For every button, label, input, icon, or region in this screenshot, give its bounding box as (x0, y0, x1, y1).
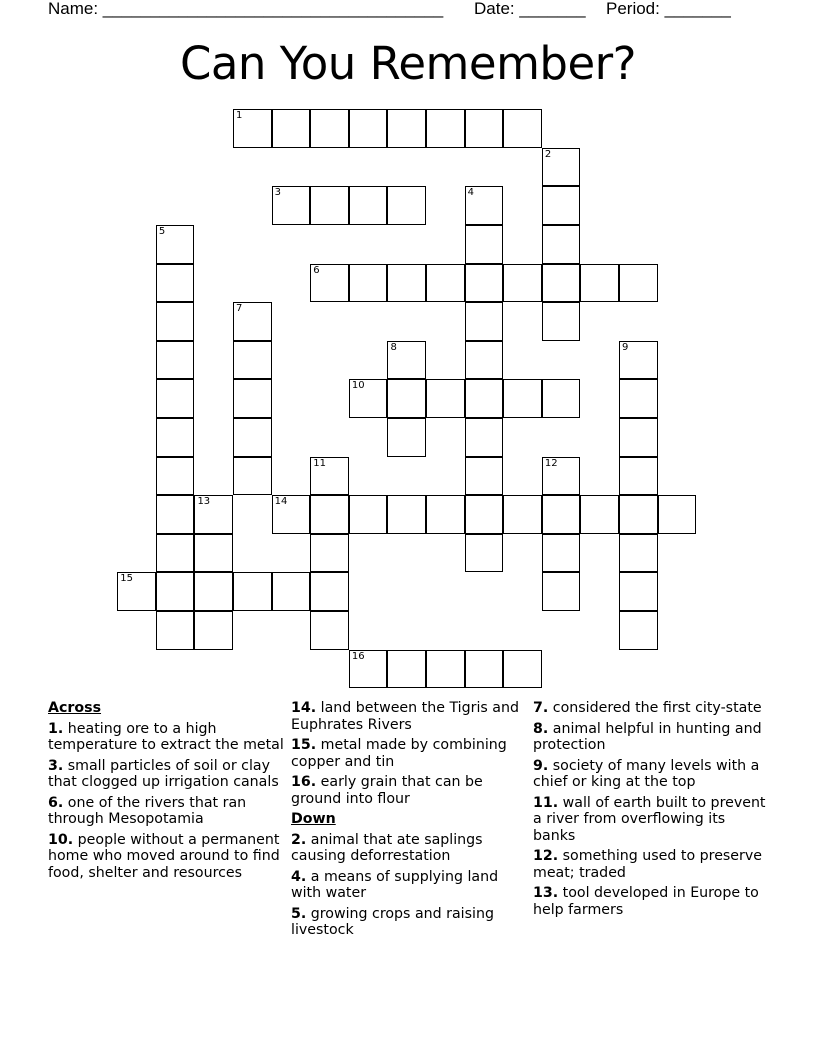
clue-list (48, 721, 284, 882)
clue-number: 4 (467, 187, 475, 199)
date-field[interactable]: Date: _______ (474, 0, 586, 18)
crossword-cell[interactable] (194, 534, 233, 573)
crossword-cell[interactable] (426, 650, 465, 689)
crossword-cell[interactable] (542, 264, 581, 303)
crossword-cell[interactable] (156, 379, 195, 418)
crossword-cell[interactable] (387, 264, 426, 303)
crossword-cell[interactable] (349, 109, 388, 148)
crossword-cell[interactable] (619, 495, 658, 534)
clue-number: 10. (48, 831, 74, 848)
crossword-cell[interactable] (465, 418, 504, 457)
crossword-cell[interactable] (233, 418, 272, 457)
crossword-cell[interactable] (465, 225, 504, 264)
across-heading: Across (48, 700, 102, 716)
clue-item (533, 848, 769, 881)
clue-text: animal that ate saplings causing deforrestation (291, 831, 483, 864)
clue-number: 2 (544, 148, 552, 160)
clue-number: 14 (274, 496, 288, 508)
crossword-cell[interactable] (387, 341, 426, 380)
clue-text: land between the Tigris and Euphrates Rivers (291, 700, 519, 733)
crossword-cell[interactable] (310, 264, 349, 303)
crossword-cell[interactable] (349, 495, 388, 534)
crossword-cell[interactable] (619, 379, 658, 418)
crossword-cell[interactable] (156, 341, 195, 380)
crossword-cell[interactable] (503, 379, 542, 418)
crossword-cell[interactable] (542, 534, 581, 573)
clue-item (48, 832, 284, 882)
clue-text: people without a permanent home who moved around to find food, shelter and resources (48, 831, 280, 881)
clue-number: 7 (236, 303, 243, 315)
crossword-cell[interactable] (465, 495, 504, 534)
crossword-cell[interactable] (310, 534, 349, 573)
down-heading: Down (291, 811, 336, 827)
crossword-cell[interactable] (465, 302, 504, 341)
clue-number: 8. (533, 720, 549, 737)
crossword-cell[interactable] (194, 572, 233, 611)
clue-item (48, 758, 284, 791)
crossword-cell[interactable] (272, 186, 311, 225)
crossword-cell[interactable] (272, 572, 311, 611)
crossword-cell[interactable] (542, 572, 581, 611)
crossword-cell[interactable] (310, 186, 349, 225)
clue-number: 1. (48, 720, 64, 737)
crossword-cell[interactable] (310, 572, 349, 611)
crossword-cell[interactable] (619, 534, 658, 573)
crossword-cell[interactable] (387, 418, 426, 457)
crossword-cell[interactable] (426, 264, 465, 303)
clue-number: 16. (291, 774, 317, 790)
clue-item (291, 737, 527, 770)
crossword-cell[interactable] (156, 302, 195, 341)
crossword-cell[interactable] (156, 418, 195, 457)
crossword-cell[interactable] (465, 341, 504, 380)
clue-number: 11. (533, 794, 559, 811)
clue-item (533, 758, 769, 791)
crossword-cell[interactable] (156, 572, 195, 611)
crossword-cell[interactable] (619, 264, 658, 303)
crossword-cell[interactable] (156, 534, 195, 573)
crossword-cell[interactable] (619, 457, 658, 496)
crossword-cell[interactable] (233, 572, 272, 611)
crossword-cell[interactable] (156, 495, 195, 534)
clue-number: 13. (533, 885, 559, 901)
clue-item (291, 700, 527, 733)
clue-number: 16 (351, 650, 365, 662)
clue-number: 6 (313, 264, 320, 276)
clue-number: 9 (622, 341, 629, 353)
crossword-cell[interactable] (349, 650, 388, 689)
crossword-cell[interactable] (272, 109, 311, 148)
clue-item (291, 774, 527, 807)
page-title: Can You Remember? (179, 37, 637, 90)
crossword-cell[interactable] (156, 457, 195, 496)
clue-text: animal helpful in hunting and protection (533, 720, 762, 753)
crossword-cell[interactable] (542, 186, 581, 225)
clue-number: 11 (313, 457, 326, 469)
clue-item (291, 832, 527, 865)
crossword-cell[interactable] (580, 495, 619, 534)
crossword-cell[interactable] (619, 572, 658, 611)
clue-number: 14. (291, 700, 317, 716)
clues-column-2 (291, 700, 527, 943)
crossword-cell[interactable] (233, 109, 272, 148)
crossword-cell[interactable] (465, 457, 504, 496)
clue-text: a means of supplying land with water (291, 868, 499, 901)
clue-text: considered the first city-state (552, 700, 762, 716)
clue-text: wall of earth built to prevent a river from overflowing its banks (533, 794, 766, 844)
crossword-cell[interactable] (194, 611, 233, 650)
crossword-cell[interactable] (465, 186, 504, 225)
crossword-cell[interactable] (542, 379, 581, 418)
crossword-cell[interactable] (426, 495, 465, 534)
clue-number: 2. (291, 831, 307, 848)
crossword-cell[interactable] (387, 186, 426, 225)
crossword-cell[interactable] (233, 457, 272, 496)
clue-text: metal made by combining copper and tin (291, 737, 507, 770)
clue-number: 7. (533, 700, 549, 716)
crossword-cell[interactable] (503, 495, 542, 534)
crossword-cell[interactable] (503, 109, 542, 148)
clue-number: 13 (197, 496, 211, 508)
name-field[interactable]: Name: ____________________________________ (48, 0, 444, 18)
crossword-cell[interactable] (233, 379, 272, 418)
crossword-cell[interactable] (619, 418, 658, 457)
clue-text: early grain that can be ground into flour (291, 774, 483, 807)
clue-number: 12. (533, 848, 559, 864)
crossword-cell[interactable] (465, 379, 504, 418)
crossword-cell[interactable] (619, 611, 658, 650)
crossword-cell[interactable] (503, 650, 542, 689)
clue-text: something used to preserve meat; traded (533, 848, 762, 881)
clue-item (291, 906, 527, 939)
clue-number: 12 (544, 457, 558, 469)
clue-number: 10 (351, 380, 365, 392)
clue-number: 15. (291, 737, 317, 753)
clue-item (533, 721, 769, 754)
clues-column-3 (533, 700, 769, 922)
clue-list (291, 700, 527, 807)
crossword-cell[interactable] (387, 650, 426, 689)
clue-item (291, 869, 527, 902)
clue-text: small particles of soil or clay that clogged up irrigation canals (48, 757, 279, 790)
crossword-cell[interactable] (156, 264, 195, 303)
clue-text: one of the rivers that ran through Mesopotamia (48, 794, 247, 827)
crossword-cell[interactable] (310, 457, 349, 496)
period-field[interactable]: Period: _______ (606, 0, 731, 18)
clue-item (48, 721, 284, 754)
clue-item (533, 700, 769, 717)
clue-number: 9. (533, 757, 549, 774)
crossword-cell[interactable] (580, 264, 619, 303)
crossword-cell[interactable] (387, 109, 426, 148)
clue-number: 4. (291, 868, 307, 885)
clue-number: 1 (236, 110, 243, 122)
clue-text: society of many levels with a chief or king at the top (533, 757, 760, 790)
crossword-cell[interactable] (465, 109, 504, 148)
crossword-cell[interactable] (465, 650, 504, 689)
clue-number: 5 (158, 226, 166, 238)
clue-item (533, 795, 769, 845)
clue-number: 15 (120, 573, 133, 585)
crossword-cell[interactable] (233, 341, 272, 380)
crossword-cell[interactable] (542, 148, 581, 187)
clue-item (533, 885, 769, 918)
crossword-cell[interactable] (503, 264, 542, 303)
crossword-cell[interactable] (156, 611, 195, 650)
clue-item (48, 795, 284, 828)
crossword-cell[interactable] (426, 379, 465, 418)
crossword-cell[interactable] (349, 264, 388, 303)
crossword-cell[interactable] (465, 534, 504, 573)
crossword-cell[interactable] (310, 109, 349, 148)
crossword-cell[interactable] (542, 225, 581, 264)
clues-column-1 (48, 700, 284, 885)
crossword-cell[interactable] (272, 495, 311, 534)
crossword-cell[interactable] (465, 264, 504, 303)
crossword-cell[interactable] (542, 495, 581, 534)
crossword-cell[interactable] (542, 457, 581, 496)
crossword-cell[interactable] (387, 379, 426, 418)
crossword-cell[interactable] (233, 302, 272, 341)
clue-number: 8 (390, 341, 397, 353)
crossword-cell[interactable] (658, 495, 697, 534)
crossword-cell[interactable] (349, 186, 388, 225)
clue-number: 6. (48, 794, 64, 811)
clue-list (533, 700, 769, 918)
crossword-cell[interactable] (310, 495, 349, 534)
clue-text: growing crops and raising livestock (291, 905, 494, 938)
crossword-cell[interactable] (117, 572, 156, 611)
crossword-cell[interactable] (349, 379, 388, 418)
crossword-cell[interactable] (387, 495, 426, 534)
clue-list (291, 832, 527, 939)
clue-number: 5. (291, 905, 307, 922)
crossword-cell[interactable] (619, 341, 658, 380)
crossword-cell[interactable] (426, 109, 465, 148)
clue-text: tool developed in Europe to help farmers (533, 885, 759, 918)
crossword-cell[interactable] (156, 225, 195, 264)
clue-number: 3. (48, 757, 64, 774)
crossword-cell[interactable] (542, 302, 581, 341)
clue-text: heating ore to a high temperature to extract the metal (48, 720, 284, 753)
crossword-cell[interactable] (310, 611, 349, 650)
crossword-cell[interactable] (194, 495, 233, 534)
clue-number: 3 (274, 187, 282, 199)
